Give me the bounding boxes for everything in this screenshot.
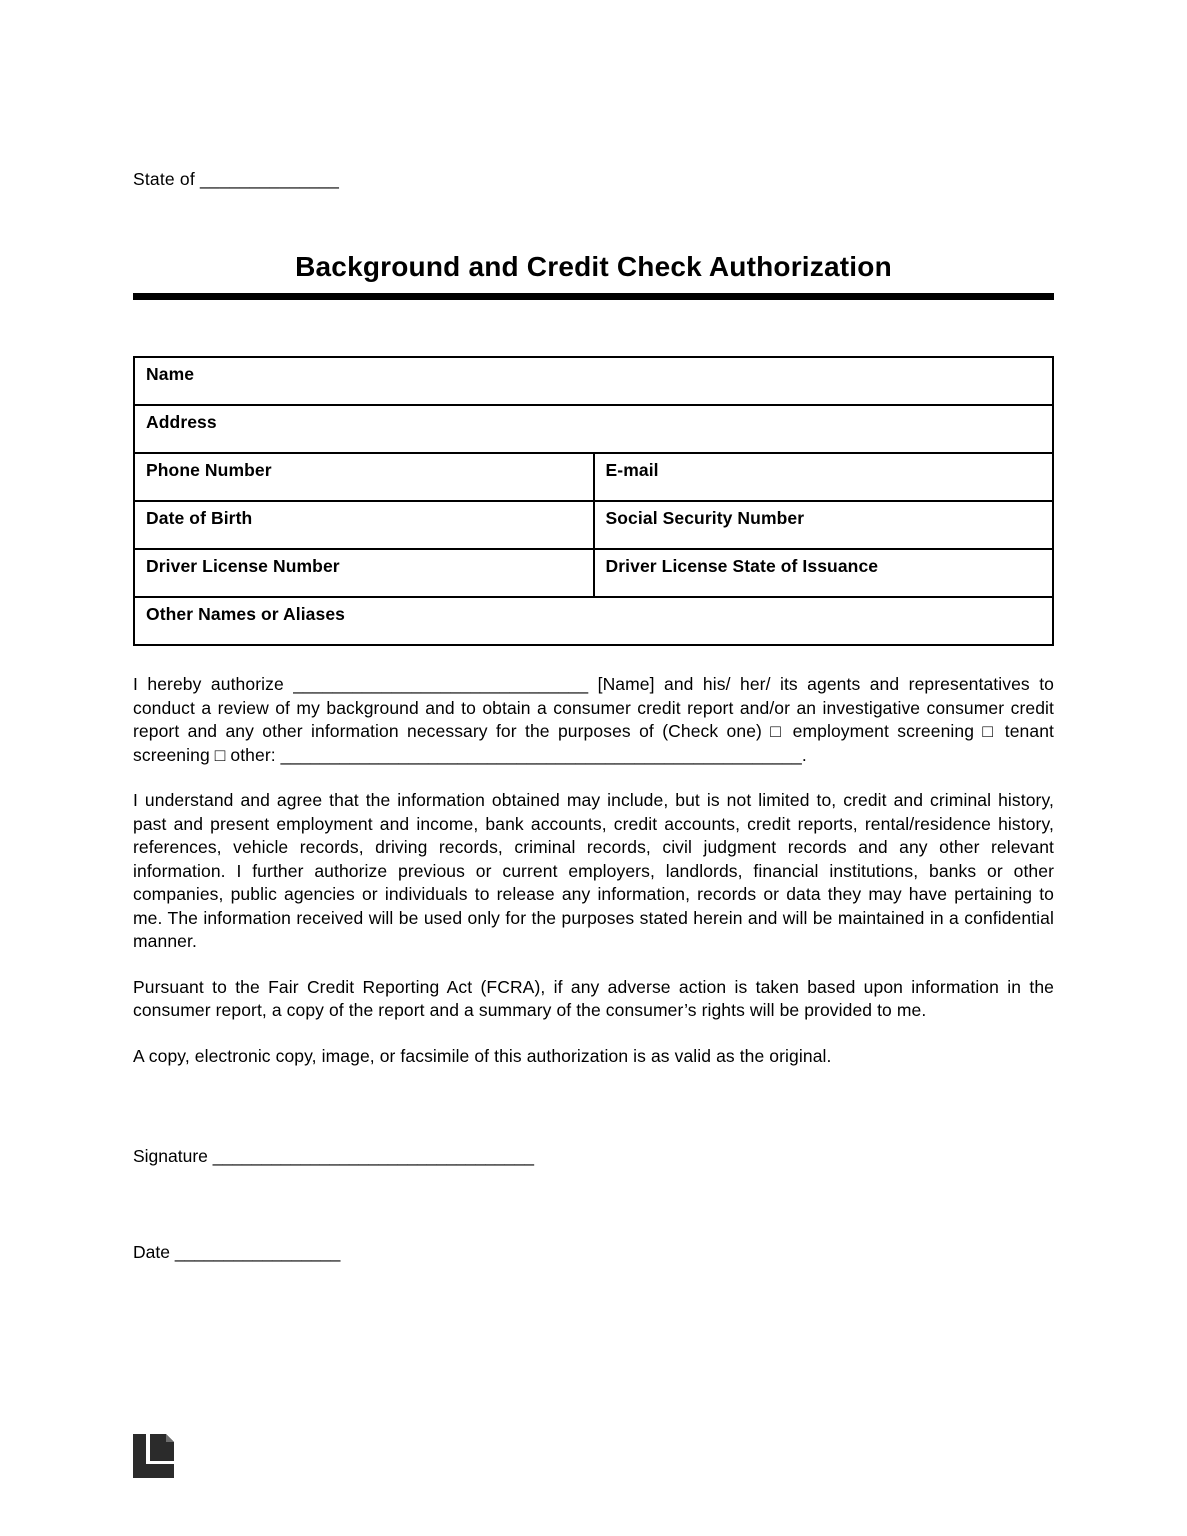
field-label-name: Name — [146, 364, 195, 384]
date-blank: _________________ — [174, 1241, 341, 1262]
table-row-dob-ssn — [134, 501, 1053, 549]
applicant-info-table — [133, 356, 1054, 646]
table-cell-ssn — [594, 501, 1054, 549]
table-row-phone-email — [134, 453, 1053, 501]
table-row-aliases — [134, 597, 1053, 645]
table-cell-license-state — [594, 549, 1054, 597]
field-label-ssn: Social Security Number — [605, 508, 805, 528]
body-copy — [133, 673, 1054, 1068]
title-rule — [133, 293, 1054, 300]
field-label-address: Address — [146, 412, 217, 432]
field-label-email: E-mail — [605, 460, 659, 480]
field-label-license-number: Driver License Number — [146, 556, 340, 576]
para-copy-validity: A copy, electronic copy, image, or facsimile of this authorization is as valid as the original. — [133, 1045, 832, 1066]
legaltemplates-logo-icon — [133, 1434, 174, 1478]
state-of-line — [133, 168, 1054, 191]
table-cell-phone — [134, 453, 594, 501]
date-line — [133, 1241, 1054, 1265]
table-cell-dob — [134, 501, 594, 549]
field-label-phone: Phone Number — [146, 460, 272, 480]
state-of-blank: ______________ — [199, 169, 340, 189]
table-cell-email — [594, 453, 1054, 501]
signature-line — [133, 1145, 1054, 1169]
table-cell-aliases — [134, 597, 1053, 645]
table-cell-address — [134, 405, 1053, 453]
table-row-name — [134, 357, 1053, 405]
para-scope: I understand and agree that the information obtained may include, but is not limited to, credit and criminal history, past and present employment and income, bank accounts, credit accounts, credit reports, rental/residence history, references, vehicle records, driving records, criminal records, civil judgment records and any other relevant information. I further authorize previous or current employers, landlords, financial institutions, banks or other companies, public agencies or individuals to release any information, records or data they may have pertaining to me. The information received will be used only for the purposes stated herein and will be maintained in a confidential manner. — [133, 790, 1054, 951]
signature-blank: _________________________________ — [212, 1146, 534, 1166]
table-row-license — [134, 549, 1053, 597]
table-cell-name — [134, 357, 1053, 405]
field-label-dob: Date of Birth — [146, 508, 253, 528]
table-cell-license-number — [134, 549, 594, 597]
para-authorization: I hereby authorize ______________________________ [Name] and his/ her/ its agents and representatives to conduct a review of my background and to obtain a consumer credit report and/or an investigative consumer credit report and any other information necessary for the purposes of (Check one) □ employment screening □ tenant screening □ other: _____________________________________________________. — [133, 674, 1054, 765]
date-label: Date — [133, 1241, 170, 1262]
para-fcra: Pursuant to the Fair Credit Reporting Act (FCRA), if any adverse action is taken based upon information in the consumer report, a copy of the report and a summary of the consumer’s rights will be provided to me. — [133, 976, 1054, 1020]
table-row-address — [134, 405, 1053, 453]
field-label-license-state: Driver License State of Issuance — [605, 556, 879, 576]
page-title: Background and Credit Check Authorization — [295, 251, 892, 282]
state-of-label: State of — [133, 169, 195, 189]
field-label-aliases: Other Names or Aliases — [146, 604, 345, 624]
signature-label: Signature — [133, 1146, 208, 1166]
